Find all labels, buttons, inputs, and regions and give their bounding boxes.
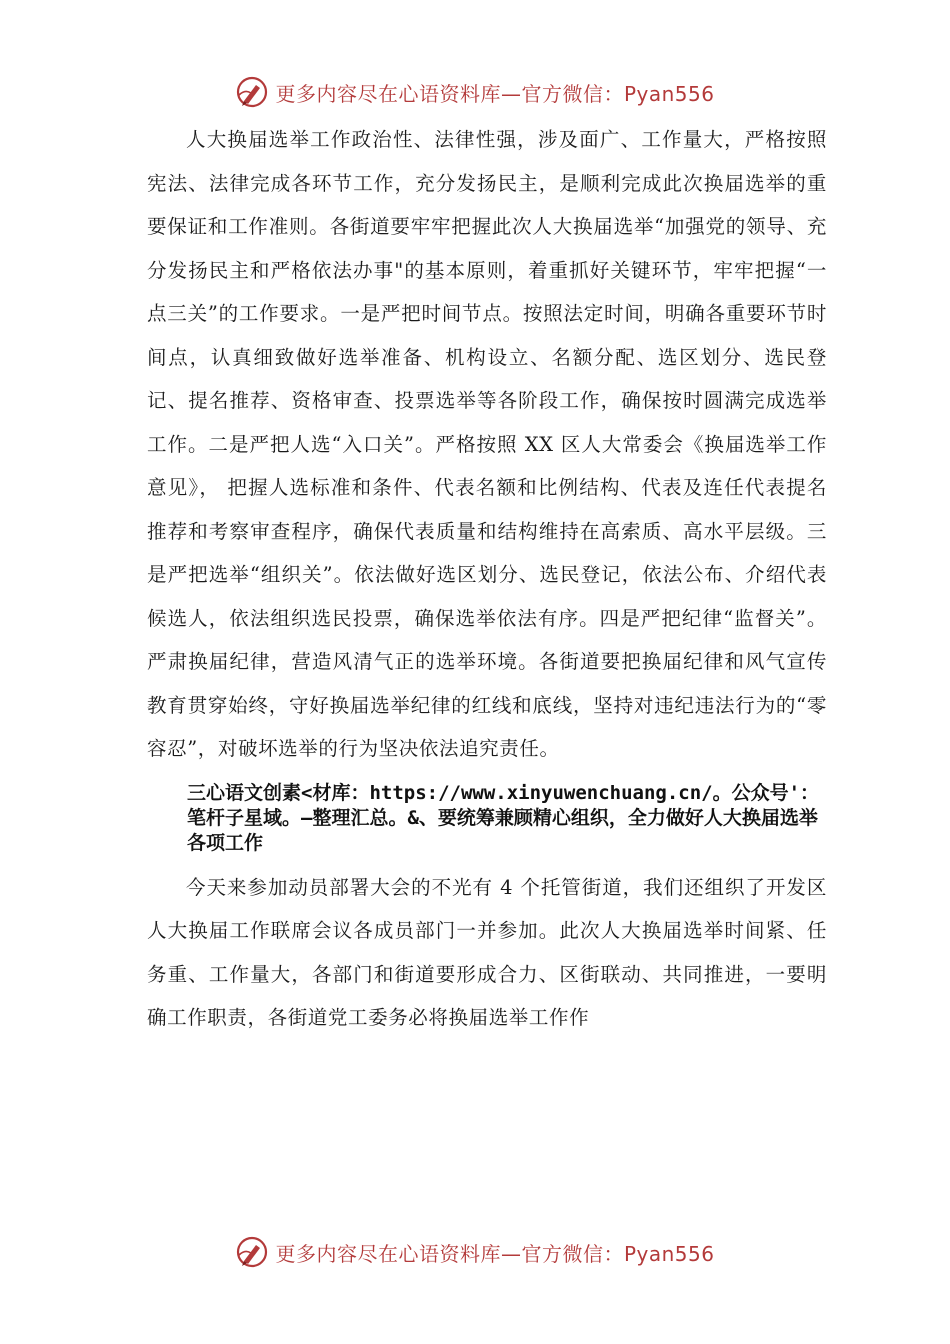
pen-logo-icon xyxy=(235,75,269,109)
paragraph-2: 今天来参加动员部署大会的不光有 4 个托管街道，我们还组织了开发区人大换届工作联席会议各成员部门一并参加。此次人大换届选举时间紧、任务重、工作量大，各部门和街道要形成合力、区街联动、共同推进，一要明确工作职责，各街道党工委务必将换届选举工作作 xyxy=(147,875,827,1029)
section-heading: 三心语文创素<材库：https://www.xinyuwenchuang.cn/。公众号'：笔杆子星域。—整理汇总。&、要统筹兼顾精心组织，全力做好人大换届选举各项工作 xyxy=(187,781,820,854)
watermark-text: 更多内容尽在心语资料库—官方微信：Pyan556 xyxy=(275,1241,715,1266)
pen-logo-icon xyxy=(235,1235,269,1269)
watermark-text: 更多内容尽在心语资料库—官方微信：Pyan556 xyxy=(275,81,715,106)
watermark-header xyxy=(0,72,950,112)
document-body xyxy=(147,118,827,1040)
paragraph-1: 人大换届选举工作政治性、法律性强，涉及面广、工作量大，严格按照宪法、法律完成各环节工作，充分发扬民主，是顺利完成此次换届选举的重要保证和工作准则。各街道要牢牢把握此次人大换届选举“加强党的领导、充分发扬民主和严格依法办事"的基本原则，着重抓好关键环节，牢牢把握“一点三关”的工作要求。一是严把时间节点。按照法定时间，明确各重要环节时间点，认真细致做好选举准备、机构设立、名额分配、选区划分、选民登记、提名推荐、资格审查、投票选举等各阶段工作，确保按时圆满完成选举工作。二是严把人选“入口关”。严格按照 XX 区人大常委会《换届选举工作意见》， 把握人选标准和条件、代表名额和比例结构、代表及连任代表提名推荐和考察审查程序，确保代表质量和结构维持在高索质、高水平层级。三是严把选举“组织关”。依法做好选区划分、选民登记，依法公布、介绍代表候选人，依法组织选民投票，确保选举依法有序。四是严把纪律“监督关”。严肃换届纪律，营造风清气正的选举环境。各街道要把换届纪律和风气宣传教育贯穿始终，守好换届选举纪律的红线和底线，坚持对违纪违法行为的“零容忍”，对破坏选举的行为坚决依法追究责任。 xyxy=(147,128,827,760)
watermark-footer xyxy=(0,1232,950,1272)
